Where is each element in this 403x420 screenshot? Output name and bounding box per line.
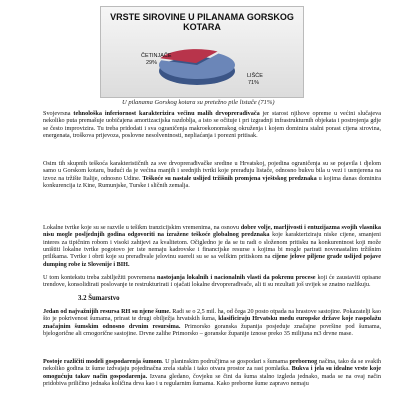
- p6-text-d: načina, tako da se svakih nekoliko godina iz šume izdvajaju pojedinačna zrela stabla i tako otvara prostor za rast pomlatka.: [43, 358, 382, 373]
- chart-title: VRSTE SIROVINE U PILANAMA GORSKOG KOTARA: [110, 12, 294, 32]
- p5-text-c: klasificiraju Hrvatsku među europske države koje raspolažu značajnim šumskim odnosno drvnim resursima.: [43, 315, 382, 330]
- p4-text-c: koji će zaustaviti opisane trendove, konsolidirati poslovanje te restrukturirati i ojačati lokalne drvoprerađivače, ali ti su rezultati još uvijek se znatno razlikuju.: [43, 274, 381, 289]
- p4-text-a: U tom kontekstu treba zabilježiti povremena: [43, 274, 158, 281]
- p6-text-f: Izvana gledano, čovjeku se čini da šuma stalno izgleda jednako, mada se na ovaj način pridobiva priličino jednaka količina drva kao i u regularnim šumama. Kako preborne šume zapravo nemaju: [43, 372, 381, 388]
- paragraph-4: [43, 274, 381, 289]
- p2-text-b: Teškoće su nastale uslijed tržišnih promjena vještskog predznaka: [142, 174, 317, 182]
- p2-text-c: u kojima danas dominira konkurencija iz Kine, Rumunjske, Turske i sličnih zemalja.: [43, 174, 381, 190]
- paragraph-3: [43, 224, 381, 268]
- p5-text-b: Radi se o 2,5 mil. ha, od čega 20 posto otpada na hrastove sastojine. Pokazatelji kao što je pokrivenost šumama, prirast te drugi obilježja hrvatskih šuma,: [43, 308, 381, 323]
- p5-text-d: Primorsko goranska županija posjeduje značajne površine pod šumama, bjelogorične ali crnogorične sastojine. Drvne zalihe Primorsko – goranske županije iznose preko 35 milijuna m3 drvne mase.: [43, 322, 381, 338]
- p6-text-a: Postoje različiti modeli gospodarenja šumom: [43, 358, 162, 365]
- p6-text-e: Bukva i jela su idealne vrste koje omogućuju takav način gospodarenja.: [43, 365, 381, 380]
- p1-text-b: tehnološka inferiornost karakterizira većinu malih drvoprerađivača: [73, 110, 260, 117]
- p6-text-c: prebornog: [289, 358, 318, 365]
- section-heading: 3.2 Šumarstvo: [78, 295, 120, 302]
- p3-text-a: Lokalne tvrtke koje su se razvile u tešikm tranzicijskim vremenima, na osnovu: [43, 224, 241, 231]
- paragraph-5: [43, 308, 381, 337]
- label-cetinjace-name: ČETINJAČE: [141, 53, 172, 59]
- p1-text-c: jer starost njihove opreme u većini slučajeva nekoliko puta premašuje uobičajena amortizacijska razdoblja, a isto se očituje i pri izgradnji infrastrukturnih objekata i postrojenja gdje se često improvizira. Tu treba pridodati i sva ograničenja makroekonomskog okruženja i kojem dominira stalni porast cijena sirovina, energenata, troškova prijevoza, poslovne nesolventnosti, nepliaćanja i porezni pritisak.: [43, 110, 382, 140]
- label-cetinjace-pct: 29%: [146, 60, 158, 66]
- paragraph-1: [43, 110, 381, 139]
- label-lisce-pct: 71%: [248, 80, 260, 86]
- pie-chart-svg: [101, 7, 305, 99]
- label-lisce-name: LIŠĆE: [247, 73, 263, 79]
- p2-text-a: Osim tih skupnih teškoća karakterističnih za sve drvoprerađivačke sredine u Hrvatskoj, pojedina ograničenja su se pojavila i djelom samo u Gorskom kotaru, budući da je većina manjih i srednjih tvrtki koje prerađuju listače, odnosno bukvu bila u vezi i usmjerena na izvoz na tržište Italije, odnosno Udine.: [43, 160, 381, 182]
- p4-text-b: nastojanja lokalnih i nacionalnih vlasti da pokrenu procese: [157, 274, 316, 281]
- p5-text-a: Jedan od najvažnijih resursa RH su njene šume.: [43, 308, 171, 315]
- paragraph-2: [43, 160, 381, 189]
- pie-chart: [100, 6, 304, 98]
- p1-text-a: Svojevrsna: [43, 110, 74, 117]
- p3-text-b: dobre volje, marljivosti i entuzijazma svojih vlasnika nisu mogle posljednjih godina odgovoriti na izražene teškoće globalnog predznaka: [43, 224, 381, 239]
- p6-text-b: . U planinskim područjima se gospodari s šumama: [161, 358, 290, 365]
- chart-caption: U pilanama Gorskog kotara su pretežno pile listače (71%): [122, 99, 275, 106]
- paragraph-6: [43, 358, 381, 387]
- p3-text-c: koje karakteriziraju niske cijene, smanjeni interes za tipičnim robom i visoki zahtjevi za kvalitetom. Očigledno je da se tu radi o složenom pritisku na konkurentnost koji može uništiti lokalne tvrtke pogotovo jer iste nemaju kadrovske i financijske resurse s kojima bi mogle parirati novonastalim tržišnim prilikama. Tvrtke i obrti koje su prerađivale jelovinu suereli su se sa velikim pritiskom na: [43, 231, 381, 261]
- p3-text-d: cijene jelove piljene građe uslijed pojave dumping robe iz Slovenije i BIH.: [43, 253, 381, 268]
